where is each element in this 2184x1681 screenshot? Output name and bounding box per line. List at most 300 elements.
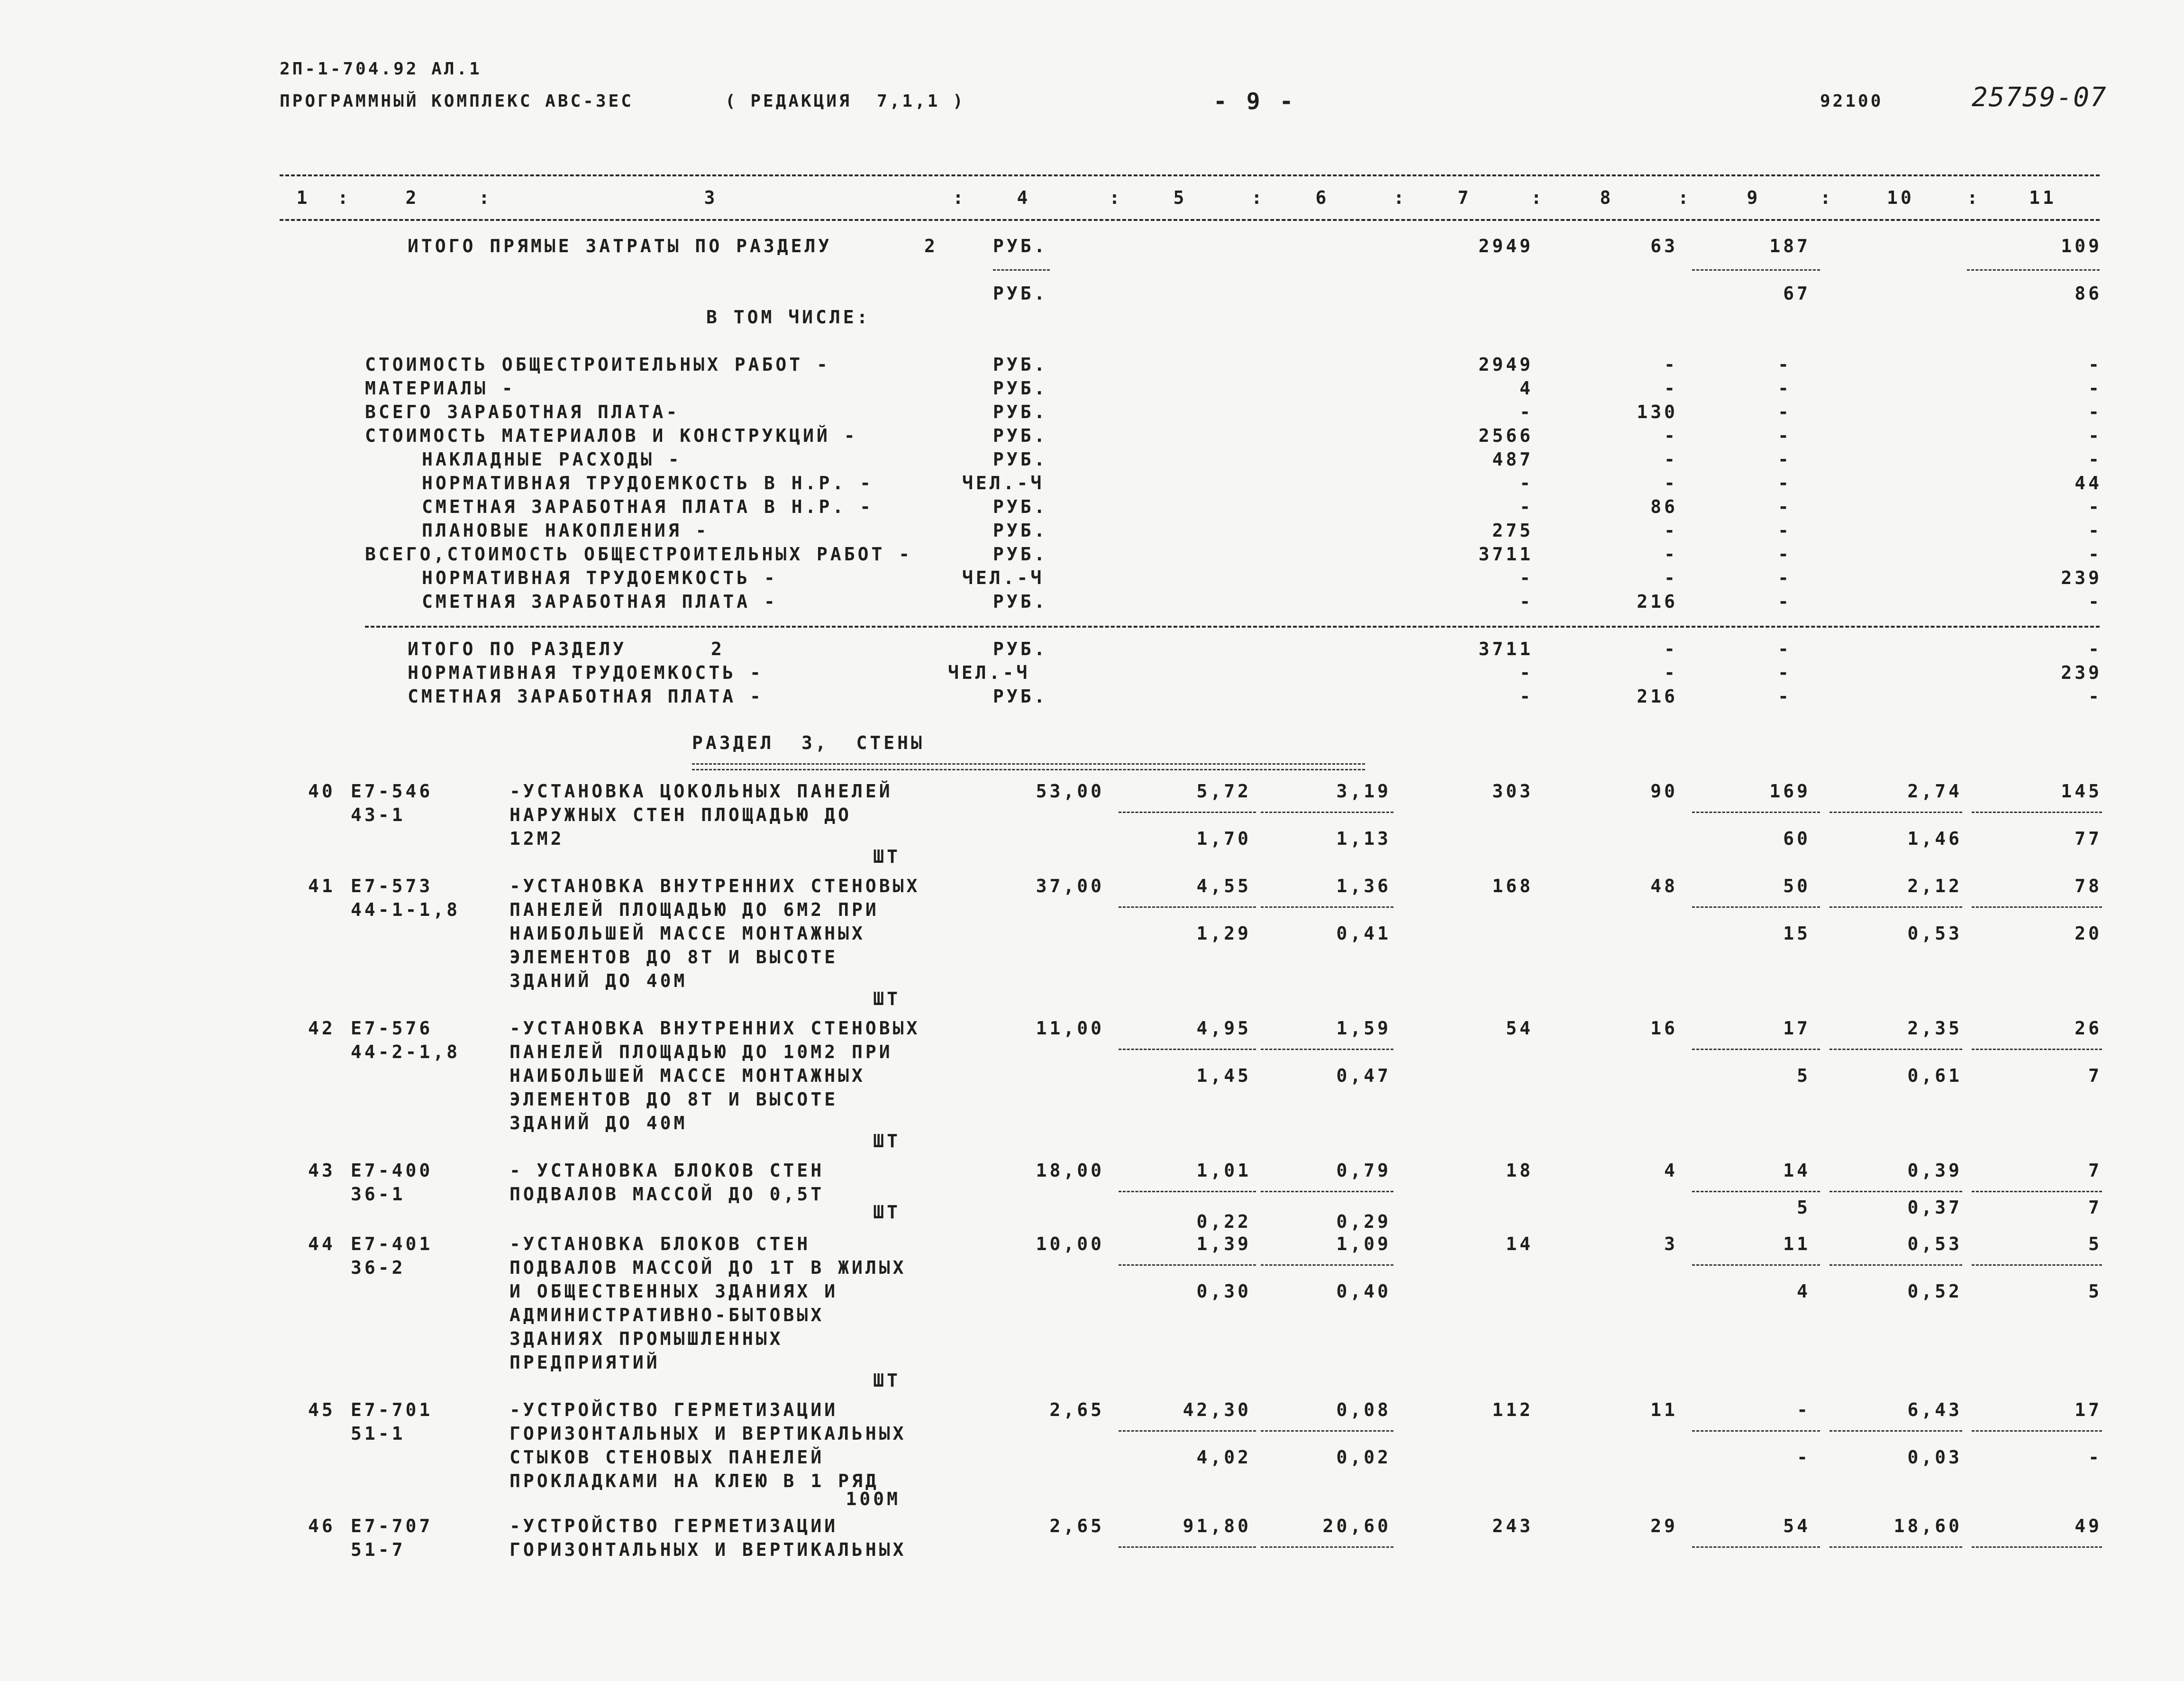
total-direct-unit: РУБ.	[993, 236, 1048, 256]
summary-row-c11: -	[2088, 425, 2102, 446]
section-total-c7: -	[1520, 662, 1533, 683]
summary-row-c11: -	[2088, 354, 2102, 375]
item-unit: ШТ	[873, 1202, 901, 1223]
summary-row-label: ПЛАНОВЫЕ НАКОПЛЕНИЯ -	[422, 520, 710, 541]
total-direct2-c11: 86	[2075, 283, 2102, 304]
section-total-c7: 3711	[1478, 639, 1533, 659]
item-rule-c10	[1829, 1430, 1962, 1432]
item-c5b: 1,29	[1196, 923, 1251, 944]
item-number: 41	[308, 876, 336, 896]
summary-row-unit: РУБ.	[993, 354, 1048, 375]
item-number: 46	[308, 1516, 336, 1536]
program-name: ПРОГРАММНЫЙ КОМПЛЕКС АВС-3ЕС	[280, 91, 634, 111]
item-desc-line: -УСТАНОВКА ВНУТРЕННИХ СТЕНОВЫХ	[510, 876, 920, 896]
column-separator: :	[1109, 187, 1123, 208]
summary-row-c7: -	[1520, 402, 1533, 422]
item-unit: ШТ	[873, 846, 901, 867]
summary-row-c8: -	[1664, 378, 1678, 399]
item-c11b: 7	[2088, 1197, 2102, 1218]
summary-row-c11: -	[2088, 520, 2102, 541]
section-total-c11: 239	[2061, 662, 2102, 683]
item-desc-line: ЭЛЕМЕНТОВ ДО 8Т И ВЫСОТЕ	[510, 1089, 838, 1110]
section-total-c8: 216	[1637, 686, 1678, 707]
item-rule-c5	[1119, 906, 1256, 908]
item-c6a: 1,09	[1336, 1233, 1391, 1254]
item-c9a: 50	[1783, 876, 1811, 896]
section-total-c11: -	[2088, 639, 2102, 659]
summary-row-c7: -	[1520, 496, 1533, 517]
item-rule-c11	[1972, 812, 2102, 813]
item-c7: 54	[1506, 1018, 1533, 1039]
summary-row-c9: -	[1778, 449, 1792, 470]
summary-row-c7: 4	[1520, 378, 1533, 399]
item-desc-line: ПАНЕЛЕЙ ПЛОЩАДЬЮ ДО 10М2 ПРИ	[510, 1041, 893, 1062]
column-separator: :	[1678, 187, 1692, 208]
item-code2: 51-7	[351, 1539, 406, 1560]
item-c7: 168	[1492, 876, 1533, 896]
item-c10b: 0,52	[1907, 1281, 1962, 1302]
item-c7: 14	[1506, 1233, 1533, 1254]
item-rule-c11	[1972, 1049, 2102, 1050]
total-direct-c11: 109	[2061, 236, 2102, 256]
item-c9b: 60	[1783, 828, 1811, 849]
item-c9b: 5	[1797, 1197, 1811, 1218]
item-qty: 10,00	[1036, 1233, 1104, 1254]
item-number: 40	[308, 781, 336, 802]
item-rule-c5	[1119, 1264, 1256, 1266]
item-c5b: 1,45	[1196, 1065, 1251, 1086]
item-rule-c6	[1261, 1191, 1393, 1192]
item-number: 43	[308, 1160, 336, 1181]
column-separator: :	[1967, 187, 1981, 208]
summary-row-c8: -	[1664, 567, 1678, 588]
summary-row-label: СТОИМОСТЬ МАТЕРИАЛОВ И КОНСТРУКЦИЙ -	[365, 425, 858, 446]
item-desc-line: ПРОКЛАДКАМИ НА КЛЕЮ В 1 РЯД	[510, 1471, 879, 1491]
doc-number: 25759-07	[1972, 82, 2107, 113]
column-header-4: 4	[1017, 187, 1031, 208]
section-total-c9: -	[1778, 639, 1792, 659]
item-rule-c11	[1972, 1546, 2102, 1548]
summary-row-label: ВСЕГО,СТОИМОСТЬ ОБЩЕСТРОИТЕЛЬНЫХ РАБОТ -	[365, 544, 913, 565]
table-top-rule	[280, 174, 2100, 176]
item-desc-line: ЗДАНИЯХ ПРОМЫШЛЕННЫХ	[510, 1328, 783, 1349]
item-code2: 36-2	[351, 1257, 406, 1278]
item-desc-line: ПАНЕЛЕЙ ПЛОЩАДЬЮ ДО 6М2 ПРИ	[510, 899, 879, 920]
summary-row-c11: -	[2088, 591, 2102, 612]
item-c11b: 77	[2075, 828, 2102, 849]
section-total-label: СМЕТНАЯ ЗАРАБОТНАЯ ПЛАТА -	[408, 686, 764, 707]
total-direct-c9: 187	[1769, 236, 1811, 256]
item-rule-c9	[1692, 1264, 1820, 1266]
summary-row-c8: 130	[1637, 402, 1678, 422]
item-desc-line: -УСТАНОВКА ЦОКОЛЬНЫХ ПАНЕЛЕЙ	[510, 781, 893, 802]
section-total-c8: -	[1664, 662, 1678, 683]
c9-rule	[1692, 269, 1820, 271]
section-total-label: НОРМАТИВНАЯ ТРУДОЕМКОСТЬ -	[408, 662, 764, 683]
item-desc-line: ГОРИЗОНТАЛЬНЫХ И ВЕРТИКАЛЬНЫХ	[510, 1539, 907, 1560]
item-unit: 100М	[846, 1489, 901, 1509]
summary-row-label: НОРМАТИВНАЯ ТРУДОЕМКОСТЬ В Н.Р. -	[422, 473, 874, 493]
item-c10a: 2,12	[1907, 876, 1962, 896]
item-desc-line: ЗДАНИЙ ДО 40М	[510, 1113, 688, 1133]
item-c10b: 0,61	[1907, 1065, 1962, 1086]
item-rule-c10	[1829, 906, 1962, 908]
summary-row-c7: -	[1520, 591, 1533, 612]
item-code2: 44-1-1,8	[351, 899, 461, 920]
item-rule-c9	[1692, 1430, 1820, 1432]
section-total-unit: РУБ.	[993, 639, 1048, 659]
total-direct-c7: 2949	[1478, 236, 1533, 256]
item-c6b: 0,41	[1336, 923, 1391, 944]
section-total-section: 2	[711, 639, 725, 659]
item-c6b: 0,29	[1336, 1211, 1391, 1232]
item-c6a: 1,36	[1336, 876, 1391, 896]
item-rule-c10	[1829, 1049, 1962, 1050]
item-c5a: 1,01	[1196, 1160, 1251, 1181]
item-c11a: 5	[2088, 1233, 2102, 1254]
item-c11a: 145	[2061, 781, 2102, 802]
summary-row-c9: -	[1778, 567, 1792, 588]
item-c11a: 26	[2075, 1018, 2102, 1039]
item-c7: 303	[1492, 781, 1533, 802]
summary-row-c8: -	[1664, 354, 1678, 375]
item-code: Е7-400	[351, 1160, 433, 1181]
summary-row-unit: РУБ.	[993, 425, 1048, 446]
column-separator: :	[479, 187, 492, 208]
item-c9a: 54	[1783, 1516, 1811, 1536]
item-c11b: 7	[2088, 1065, 2102, 1086]
item-rule-c5	[1119, 1049, 1256, 1050]
item-c10a: 2,35	[1907, 1018, 1962, 1039]
column-header-10: 10	[1887, 187, 1914, 208]
summary-row-unit: РУБ.	[993, 402, 1048, 422]
item-desc-line: СТЫКОВ СТЕНОВЫХ ПАНЕЛЕЙ	[510, 1447, 825, 1468]
item-c11b: 20	[2075, 923, 2102, 944]
section-total-unit: ЧЕЛ.-Ч	[948, 662, 1030, 683]
item-desc-line: -УСТРОЙСТВО ГЕРМЕТИЗАЦИИ	[510, 1399, 838, 1420]
summary-row-unit: РУБ.	[993, 544, 1048, 565]
item-c5b: 0,30	[1196, 1281, 1251, 1302]
item-qty: 18,00	[1036, 1160, 1104, 1181]
item-desc-line: АДМИНИСТРАТИВНО-БЫТОВЫХ	[510, 1305, 825, 1325]
item-c5a: 91,80	[1183, 1516, 1251, 1536]
summary-row-unit: РУБ.	[993, 449, 1048, 470]
item-desc-line: НАИБОЛЬШЕЙ МАССЕ МОНТАЖНЫХ	[510, 1065, 865, 1086]
summary-row-label: СМЕТНАЯ ЗАРАБОТНАЯ ПЛАТА В Н.Р. -	[422, 496, 874, 517]
item-c11b: 5	[2088, 1281, 2102, 1302]
item-code: Е7-573	[351, 876, 433, 896]
item-qty: 53,00	[1036, 781, 1104, 802]
item-desc-line: НАРУЖНЫХ СТЕН ПЛОЩАДЬЮ ДО	[510, 804, 852, 825]
item-c9a: 11	[1783, 1233, 1811, 1254]
item-c8: 16	[1650, 1018, 1678, 1039]
item-code2: 51-1	[351, 1423, 406, 1444]
item-qty: 37,00	[1036, 876, 1104, 896]
summary-row-c9: -	[1778, 402, 1792, 422]
summary-row-c7: 3711	[1478, 544, 1533, 565]
item-c5b: 0,22	[1196, 1211, 1251, 1232]
item-c10a: 18,60	[1893, 1516, 1962, 1536]
summary-row-c8: -	[1664, 473, 1678, 493]
item-c8: 90	[1650, 781, 1678, 802]
item-code2: 36-1	[351, 1184, 406, 1205]
item-desc-line: - УСТАНОВКА БЛОКОВ СТЕН	[510, 1160, 825, 1181]
item-code: Е7-701	[351, 1399, 433, 1420]
item-code2: 43-1	[351, 804, 406, 825]
item-c5a: 1,39	[1196, 1233, 1251, 1254]
column-separator: :	[1531, 187, 1545, 208]
item-c9b: 4	[1797, 1281, 1811, 1302]
section-title-underline-2	[692, 769, 1365, 770]
summary-row-c7: -	[1520, 473, 1533, 493]
summary-row-c9: -	[1778, 354, 1792, 375]
column-separator: :	[337, 187, 351, 208]
summary-row-unit: РУБ.	[993, 520, 1048, 541]
edition: ( РЕДАКЦИЯ 7,1,1 )	[725, 91, 965, 111]
item-desc-line: ПРЕДПРИЯТИЙ	[510, 1352, 660, 1373]
unit-rule	[993, 269, 1050, 271]
item-rule-c11	[1972, 1430, 2102, 1432]
item-rule-c9	[1692, 1546, 1820, 1548]
item-code2: 44-2-1,8	[351, 1041, 461, 1062]
column-header-rule	[280, 219, 2100, 221]
item-c6b: 0,40	[1336, 1281, 1391, 1302]
summary-row-label: МАТЕРИАЛЫ -	[365, 378, 516, 399]
summary-row-c7: 2566	[1478, 425, 1533, 446]
item-c10a: 0,39	[1907, 1160, 1962, 1181]
section-total-c9: -	[1778, 686, 1792, 707]
item-c7: 112	[1492, 1399, 1533, 1420]
summary-row-c11: -	[2088, 544, 2102, 565]
section-title: РАЗДЕЛ 3, СТЕНЫ	[692, 732, 925, 753]
item-rule-c5	[1119, 1191, 1256, 1192]
item-unit: ШТ	[873, 1131, 901, 1151]
item-c8: 11	[1650, 1399, 1678, 1420]
summary-row-c9: -	[1778, 378, 1792, 399]
item-code: Е7-707	[351, 1516, 433, 1536]
item-c10b: 1,46	[1907, 828, 1962, 849]
summary-row-c8: 86	[1650, 496, 1678, 517]
summary-row-c11: -	[2088, 449, 2102, 470]
item-c6b: 1,13	[1336, 828, 1391, 849]
including-label: В ТОМ ЧИСЛЕ:	[706, 307, 871, 328]
column-header-1: 1	[296, 187, 310, 208]
summary-row-c8: 216	[1637, 591, 1678, 612]
item-c7: 243	[1492, 1516, 1533, 1536]
item-qty: 2,65	[1049, 1516, 1104, 1536]
section-total-c7: -	[1520, 686, 1533, 707]
item-rule-c11	[1972, 906, 2102, 908]
item-desc-line: ПОДВАЛОВ МАССОЙ ДО 0,5Т	[510, 1184, 825, 1205]
doc-code: 2П-1-704.92 АЛ.1	[280, 59, 482, 79]
item-c11a: 78	[2075, 876, 2102, 896]
summary-row-c9: -	[1778, 544, 1792, 565]
section-total-unit: РУБ.	[993, 686, 1048, 707]
summary-row-unit: ЧЕЛ.-Ч	[962, 567, 1045, 588]
summary-row-c7: 487	[1492, 449, 1533, 470]
section-total-c11: -	[2088, 686, 2102, 707]
c11-rule	[1967, 269, 2100, 271]
summary-row-c9: -	[1778, 520, 1792, 541]
item-c5b: 1,70	[1196, 828, 1251, 849]
item-desc-line: ПОДВАЛОВ МАССОЙ ДО 1Т В ЖИЛЫХ	[510, 1257, 907, 1278]
column-header-5: 5	[1173, 187, 1187, 208]
summary-row-c7: 2949	[1478, 354, 1533, 375]
section-total-c9: -	[1778, 662, 1792, 683]
item-c6a: 3,19	[1336, 781, 1391, 802]
item-number: 42	[308, 1018, 336, 1039]
summary-row-c11: -	[2088, 402, 2102, 422]
total-direct-c8: 63	[1650, 236, 1678, 256]
item-desc-line: НАИБОЛЬШЕЙ МАССЕ МОНТАЖНЫХ	[510, 923, 865, 944]
summary-row-unit: РУБ.	[993, 496, 1048, 517]
summary-row-label: НОРМАТИВНАЯ ТРУДОЕМКОСТЬ -	[422, 567, 778, 588]
item-c9a: -	[1797, 1399, 1811, 1420]
section-title-underline-1	[692, 763, 1365, 765]
item-rule-c10	[1829, 812, 1962, 813]
item-rule-c5	[1119, 1546, 1256, 1548]
summary-row-label: НАКЛАДНЫЕ РАСХОДЫ -	[422, 449, 682, 470]
item-rule-c9	[1692, 906, 1820, 908]
summary-row-c9: -	[1778, 473, 1792, 493]
item-c8: 4	[1664, 1160, 1678, 1181]
item-code: Е7-401	[351, 1233, 433, 1254]
item-c8: 3	[1664, 1233, 1678, 1254]
item-c8: 48	[1650, 876, 1678, 896]
column-separator: :	[953, 187, 966, 208]
column-separator: :	[1820, 187, 1834, 208]
item-c11a: 7	[2088, 1160, 2102, 1181]
item-c9b: 5	[1797, 1065, 1811, 1086]
item-c11a: 17	[2075, 1399, 2102, 1420]
column-header-11: 11	[2029, 187, 2057, 208]
item-c10a: 2,74	[1907, 781, 1962, 802]
summary-row-c8: -	[1664, 449, 1678, 470]
item-rule-c6	[1261, 1264, 1393, 1266]
item-desc-line: ЗДАНИЙ ДО 40М	[510, 970, 688, 991]
item-c5b: 4,02	[1196, 1447, 1251, 1468]
item-rule-c10	[1829, 1191, 1962, 1192]
item-c5a: 5,72	[1196, 781, 1251, 802]
item-desc-line: ЭЛЕМЕНТОВ ДО 8Т И ВЫСОТЕ	[510, 947, 838, 968]
item-qty: 11,00	[1036, 1018, 1104, 1039]
summary-row-c11: 239	[2061, 567, 2102, 588]
item-desc-line: -УСТАНОВКА ВНУТРЕННИХ СТЕНОВЫХ	[510, 1018, 920, 1039]
item-rule-c9	[1692, 1191, 1820, 1192]
summary-row-label: ВСЕГО ЗАРАБОТНАЯ ПЛАТА-	[365, 402, 680, 422]
item-rule-c6	[1261, 1049, 1393, 1050]
item-rule-c5	[1119, 1430, 1256, 1432]
summary-row-c9: -	[1778, 591, 1792, 612]
summary-row-unit: РУБ.	[993, 378, 1048, 399]
item-code: Е7-546	[351, 781, 433, 802]
item-c6a: 0,08	[1336, 1399, 1391, 1420]
total-direct-section: 2	[924, 236, 938, 256]
item-c11b: -	[2088, 1447, 2102, 1468]
section-total-rule	[365, 626, 2100, 628]
column-separator: :	[1393, 187, 1407, 208]
item-desc-line: -УСТАНОВКА БЛОКОВ СТЕН	[510, 1233, 811, 1254]
item-c5a: 4,95	[1196, 1018, 1251, 1039]
item-code: Е7-576	[351, 1018, 433, 1039]
summary-row-unit: РУБ.	[993, 591, 1048, 612]
item-rule-c10	[1829, 1546, 1962, 1548]
summary-row-unit: ЧЕЛ.-Ч	[962, 473, 1045, 493]
item-c9b: 15	[1783, 923, 1811, 944]
summary-row-label: СМЕТНАЯ ЗАРАБОТНАЯ ПЛАТА -	[422, 591, 778, 612]
summary-row-c7: -	[1520, 567, 1533, 588]
column-separator: :	[1251, 187, 1265, 208]
summary-row-c7: 275	[1492, 520, 1533, 541]
item-c10a: 0,53	[1907, 1233, 1962, 1254]
item-desc-line: -УСТРОЙСТВО ГЕРМЕТИЗАЦИИ	[510, 1516, 838, 1536]
item-desc-line: И ОБЩЕСТВЕННЫХ ЗДАНИЯХ И	[510, 1281, 838, 1302]
item-c10b: 0,37	[1907, 1197, 1962, 1218]
item-unit: ШТ	[873, 988, 901, 1009]
item-qty: 2,65	[1049, 1399, 1104, 1420]
item-c9a: 169	[1769, 781, 1811, 802]
item-unit: ШТ	[873, 1370, 901, 1391]
page-number: - 9 -	[1213, 88, 1296, 115]
summary-row-c11: 44	[2075, 473, 2102, 493]
item-rule-c9	[1692, 812, 1820, 813]
summary-row-c8: -	[1664, 520, 1678, 541]
item-rule-c6	[1261, 906, 1393, 908]
column-header-3: 3	[704, 187, 718, 208]
item-rule-c11	[1972, 1191, 2102, 1192]
item-rule-c10	[1829, 1264, 1962, 1266]
org-code: 92100	[1820, 91, 1884, 111]
summary-row-label: СТОИМОСТЬ ОБЩЕСТРОИТЕЛЬНЫХ РАБОТ -	[365, 354, 830, 375]
item-c9b: -	[1797, 1447, 1811, 1468]
item-rule-c6	[1261, 1430, 1393, 1432]
column-header-7: 7	[1457, 187, 1472, 208]
item-c10b: 0,03	[1907, 1447, 1962, 1468]
item-rule-c9	[1692, 1049, 1820, 1050]
item-c8: 29	[1650, 1516, 1678, 1536]
summary-row-c8: -	[1664, 425, 1678, 446]
summary-row-c8: -	[1664, 544, 1678, 565]
summary-row-c11: -	[2088, 496, 2102, 517]
section-total-label: ИТОГО ПО РАЗДЕЛУ	[408, 639, 627, 659]
item-number: 45	[308, 1399, 336, 1420]
item-rule-c6	[1261, 812, 1393, 813]
item-c5a: 42,30	[1183, 1399, 1251, 1420]
item-c6b: 0,47	[1336, 1065, 1391, 1086]
item-rule-c11	[1972, 1264, 2102, 1266]
item-rule-c5	[1119, 812, 1256, 813]
summary-row-c11: -	[2088, 378, 2102, 399]
item-c6b: 0,02	[1336, 1447, 1391, 1468]
column-header-9: 9	[1747, 187, 1761, 208]
item-c9a: 17	[1783, 1018, 1811, 1039]
item-rule-c6	[1261, 1546, 1393, 1548]
total-direct2-unit: РУБ.	[993, 283, 1048, 304]
total-direct-label: ИТОГО ПРЯМЫЕ ЗАТРАТЫ ПО РАЗДЕЛУ	[408, 236, 832, 256]
item-c11a: 49	[2075, 1516, 2102, 1536]
column-header-2: 2	[405, 187, 419, 208]
item-c10a: 6,43	[1907, 1399, 1962, 1420]
item-number: 44	[308, 1233, 336, 1254]
column-header-6: 6	[1315, 187, 1329, 208]
total-direct2-c9: 67	[1783, 283, 1811, 304]
item-c5a: 4,55	[1196, 876, 1251, 896]
item-c10b: 0,53	[1907, 923, 1962, 944]
item-c6a: 20,60	[1322, 1516, 1391, 1536]
section-total-c8: -	[1664, 639, 1678, 659]
summary-row-c9: -	[1778, 496, 1792, 517]
item-c6a: 0,79	[1336, 1160, 1391, 1181]
